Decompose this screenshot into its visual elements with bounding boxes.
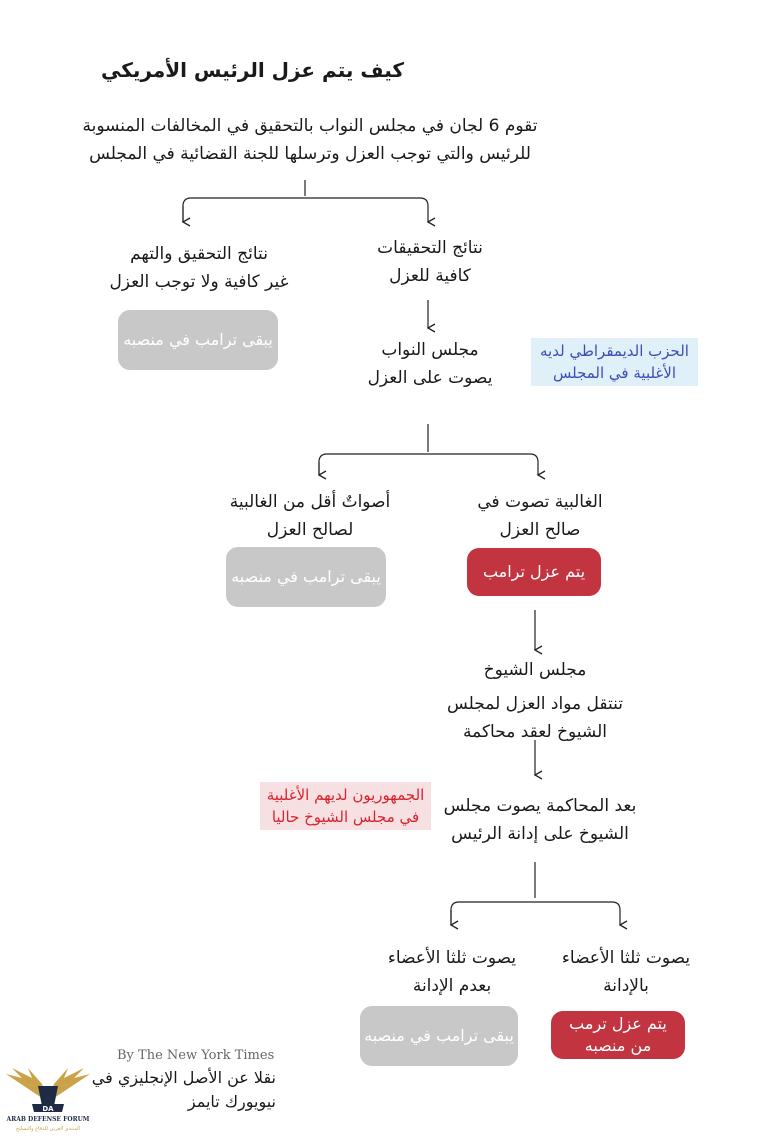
senate-note-line-2: في مجلس الشيوخ حاليا	[271, 808, 420, 826]
house-minority-line-1: أصواتٌ أقل من الغالبية	[229, 492, 391, 512]
house-note-line-1: الحزب الديمقراطي لديه	[540, 342, 689, 360]
convict-line-2: بالإدانة	[603, 976, 649, 996]
investigation-insufficient-line-1: نتائج التحقيق والتهم	[130, 244, 268, 264]
arab-defense-forum-logo	[2, 1064, 94, 1140]
page-title: كيف يتم عزل الرئيس الأمريكي	[101, 58, 404, 82]
house-majority-line-2: صالح العزل	[499, 520, 581, 540]
house-note-line-2: الأغلبية في المجلس	[552, 364, 677, 382]
stays-in-office-label-2: يبقى ترامب في منصبه	[231, 567, 381, 586]
convict-line-1: يصوت ثلثا الأعضاء	[561, 948, 691, 968]
house-title: مجلس النواب	[381, 340, 479, 360]
stays-in-office-box-2	[226, 547, 386, 607]
impeached-label: يتم عزل ترامب	[482, 562, 586, 581]
impeached-box	[467, 548, 601, 596]
intro-line-2: للرئيس والتي توجب العزل وترسلها للجنة القضائية في المجلس	[89, 144, 531, 164]
senate-vote-line-2: الشيوخ على إدانة الرئيس	[451, 824, 629, 844]
investigation-insufficient-line-2: غير كافية ولا توجب العزل	[109, 272, 289, 292]
byline: By The New York Times	[117, 1048, 275, 1063]
stays-in-office-label-1: يبقى ترامب في منصبه	[123, 330, 273, 349]
investigation-insufficient	[94, 240, 304, 296]
logo-arabic-text: المنتدى العربي للدفاع والتسليح	[15, 1126, 81, 1132]
eagle-emblem-icon	[2, 1064, 94, 1116]
senate-vote	[440, 792, 640, 848]
intro-line-1: تقوم 6 لجان في مجلس النواب بالتحقيق في المخالفات المنسوبة	[82, 116, 538, 136]
house-majority-line-1: الغالبية تصوت في	[477, 492, 603, 512]
senate-note-line-1: الجمهوريون لديهم الأغلبية	[266, 786, 425, 804]
intro-text	[80, 112, 540, 168]
convict-vote	[536, 944, 716, 1000]
investigation-sufficient-line-1: نتائج التحقيقات	[377, 238, 483, 258]
stays-in-office-label-3: يبقى ترامب في منصبه	[364, 1026, 514, 1045]
house-votes	[340, 336, 520, 392]
removed-line-2: من منصبه	[584, 1036, 652, 1055]
senate-vote-line-1: بعد المحاكمة يصوت مجلس	[443, 796, 637, 816]
investigation-sufficient	[340, 234, 520, 290]
stays-in-office-box-1	[118, 310, 278, 370]
source-line-2: نيويورك تايمز	[187, 1092, 276, 1111]
acquit-line-2: بعدم الإدانة	[412, 976, 492, 996]
house-majority-vote	[450, 488, 630, 544]
source-line-1: نقلا عن الأصل الإنجليزي في	[91, 1068, 276, 1087]
senate-trial-line-2: الشيوخ لعقد محاكمة	[463, 722, 607, 742]
senate-majority-note	[260, 782, 431, 830]
house-majority-note	[531, 338, 698, 386]
removed-line-1: يتم عزل ترمب	[569, 1014, 667, 1033]
senate-trial-line-1: تنتقل مواد العزل لمجلس	[447, 694, 623, 714]
logo-initials: DA	[42, 1105, 54, 1113]
stays-in-office-box-3	[360, 1006, 518, 1066]
removed-from-office-box	[551, 1011, 685, 1059]
senate-title: مجلس الشيوخ	[483, 660, 587, 680]
investigation-sufficient-line-2: كافية للعزل	[389, 266, 471, 286]
house-vote-text: يصوت على العزل	[367, 368, 493, 388]
acquit-line-1: يصوت ثلثا الأعضاء	[387, 948, 517, 968]
logo-brand-text: ARAB DEFENSE FORUM	[6, 1116, 90, 1123]
senate-trial	[410, 690, 660, 746]
house-minority-line-2: لصالح العزل	[266, 520, 354, 540]
house-minority-vote	[210, 488, 410, 544]
source-credit	[91, 1066, 276, 1114]
acquit-vote	[362, 944, 542, 1000]
